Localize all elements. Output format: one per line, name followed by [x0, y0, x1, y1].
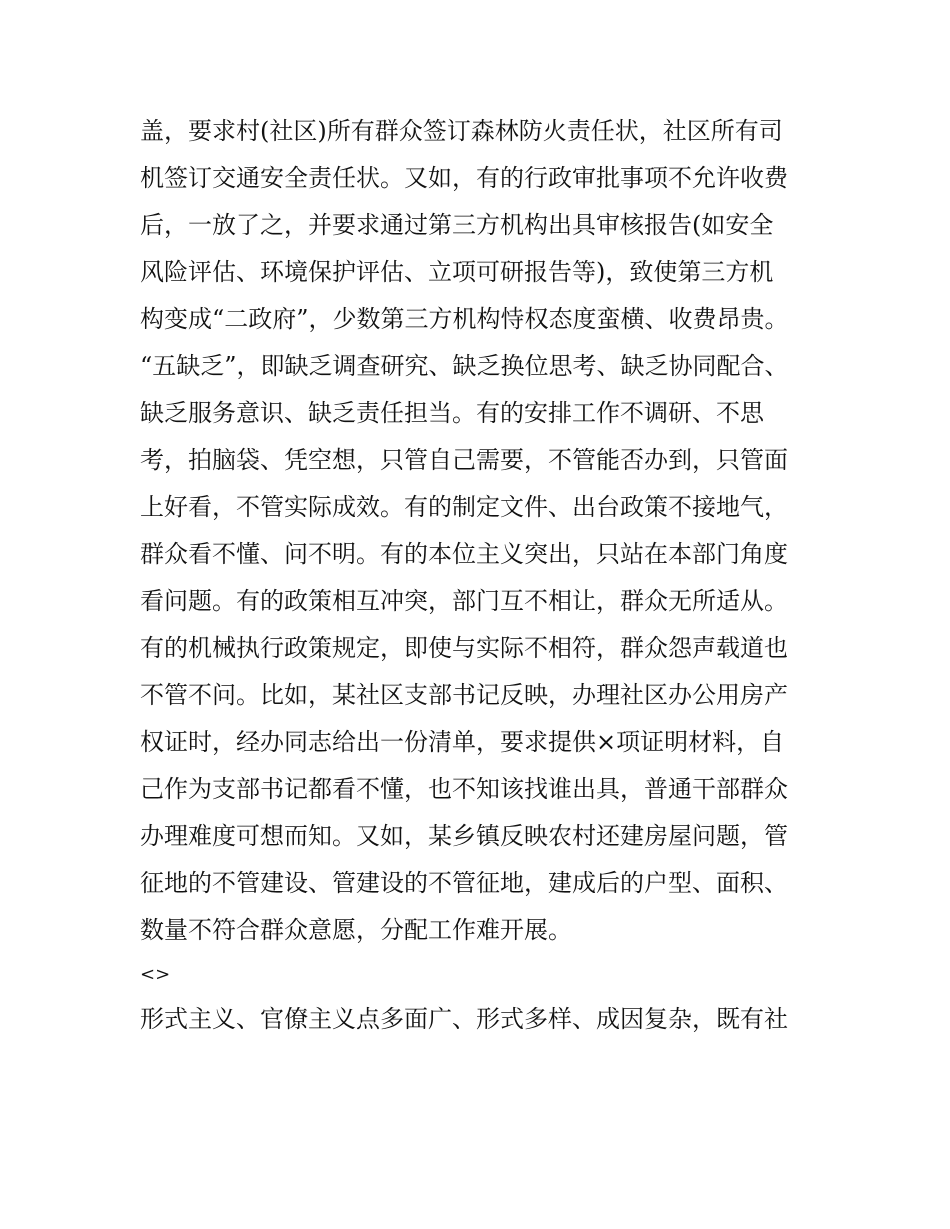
text-line: “五缺乏”，即缺乏调查研究、缺乏换位思考、缺乏协同配合、 [140, 352, 789, 380]
text-line: 后，一放了之，并要求通过第三方机构出具审核报告(如安全 [140, 211, 774, 239]
text-line: 构变成“二政府”，少数第三方机构恃权态度蛮横、收费昂贵。 [140, 305, 789, 333]
section-marker: <> [140, 964, 171, 985]
text-line: 形式主义、官僚主义点多面广、形式多样、成因复杂，既有社 [140, 1005, 788, 1033]
text-line: 有的机械执行政策规定，即使与实际不相符，群众怨声载道也 [140, 634, 788, 662]
text-line: 风险评估、环境保护评估、立项可研报告等)，致使第三方机 [140, 258, 774, 286]
text-line: 己作为支部书记都看不懂，也不知该找谁出具，普通干部群众 [140, 775, 788, 803]
text-line: 缺乏服务意识、缺乏责任担当。有的安排工作不调研、不思 [140, 399, 764, 427]
body-text [140, 108, 820, 1043]
text-line: 权证时，经办同志给出一份清单，要求提供×项证明材料，自 [140, 728, 785, 756]
text-line: 盖，要求村(社区)所有群众签订森林防火责任状，社区所有司 [140, 117, 783, 145]
text-line: 办理难度可想而知。又如，某乡镇反映农村还建房屋问题，管 [140, 822, 788, 850]
text-line: 看问题。有的政策相互冲突，部门互不相让，群众无所适从。 [140, 587, 788, 615]
text-line: 机签订交通安全责任状。又如，有的行政审批事项不允许收费 [140, 164, 788, 192]
text-line: 数量不符合群众意愿，分配工作难开展。 [140, 916, 572, 944]
text-line: 上好看，不管实际成效。有的制定文件、出台政策不接地气， [140, 493, 788, 521]
text-line: 群众看不懂、问不明。有的本位主义突出，只站在本部门角度 [140, 540, 788, 568]
text-line: 不管不问。比如，某社区支部书记反映，办理社区办公用房产 [140, 681, 788, 709]
text-line: 考，拍脑袋、凭空想，只管自己需要，不管能否办到，只管面 [140, 446, 788, 474]
text-line: 征地的不管建设、管建设的不管征地，建成后的户型、面积、 [140, 869, 788, 897]
